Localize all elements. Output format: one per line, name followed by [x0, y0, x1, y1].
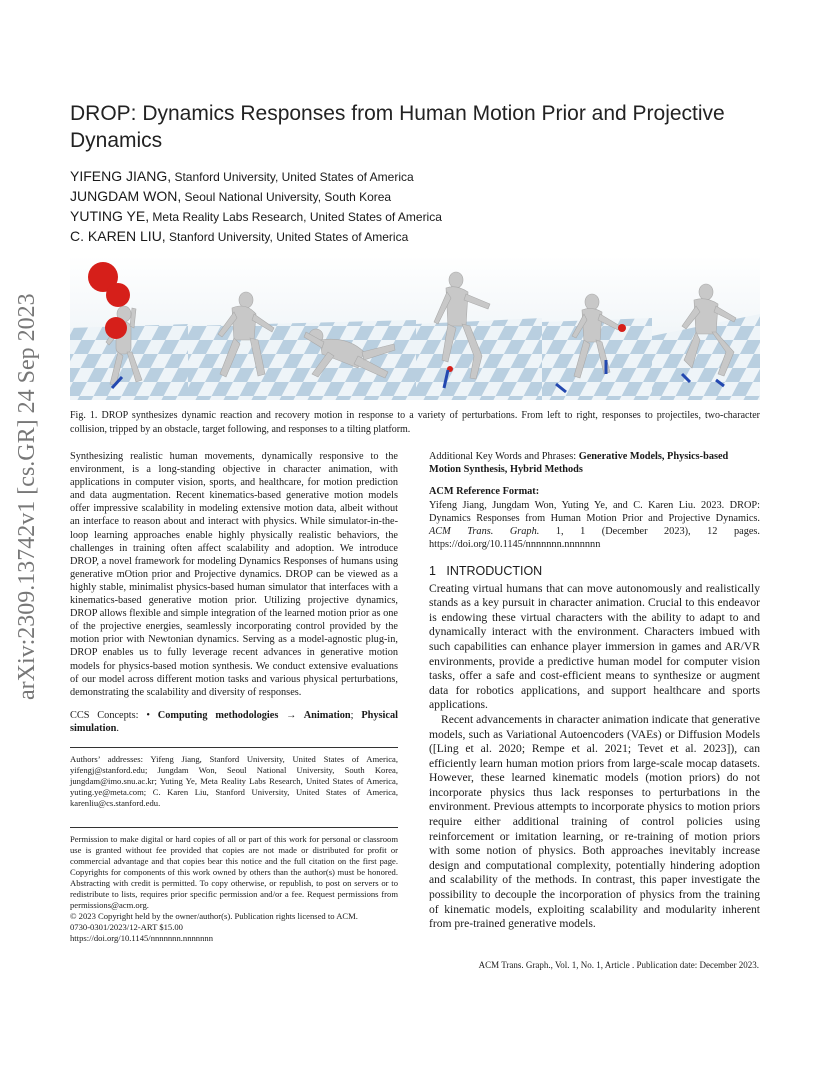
authors-addresses: Authors’ addresses: Yifeng Jiang, Stanford University, United States of America, yifengj@stanford.edu; Jungdam Won, Seoul National University, South Korea, jungdam@imo.snu.ac.kr; Yuting Ye, Meta Reality Labs Research, United States of America, yuting.ye@meta.com; C. Karen Liu, Stanford University, United States of America, karenliu@cs.stanford.edu.	[70, 753, 398, 808]
section-number: 1	[429, 563, 436, 578]
projectile-ball	[105, 317, 127, 339]
author-entry	[70, 167, 760, 187]
author-entry	[70, 187, 760, 207]
author-name: YUTING YE,	[70, 208, 150, 224]
author-list	[70, 167, 760, 247]
left-column	[70, 450, 398, 944]
panel-projectiles	[70, 256, 188, 400]
ccs-item: Physical simulation	[70, 709, 398, 734]
ccs-concepts	[70, 709, 398, 735]
issn-line: 0730-0301/2023/12-ART $15.00	[70, 921, 183, 932]
author-entry	[70, 207, 760, 227]
author-name: C. KAREN LIU,	[70, 228, 166, 244]
arxiv-identifier: arXiv:2309.13742v1 [cs.GR] 24 Sep 2023	[14, 293, 40, 700]
acm-reference	[429, 499, 760, 551]
page-footer: ACM Trans. Graph., Vol. 1, No. 1, Article . Publication date: December 2023.	[478, 960, 759, 970]
acm-reference-tail: 1, 1 (December 2023), 12 pages. https://doi.org/10.1145/nnnnnnn.nnnnnnn	[429, 526, 761, 551]
ccs-end: .	[116, 722, 119, 734]
caption-text: DROP synthesizes dynamic reaction and recovery motion in response to a variety of perturbations. From left to right, responses to projectiles, two-character collision, tripped by an obstacle, target following, and responses to a tilting platform.	[70, 410, 760, 435]
acm-reference-text: Yifeng Jiang, Jungdam Won, Yuting Ye, and C. Karen Liu. 2023. DROP: Dynamics Responses from Human Motion Prior and Projective Dynamics.	[429, 500, 760, 525]
right-column	[429, 450, 760, 932]
paper-title: DROP: Dynamics Responses from Human Motion Prior and Projective Dynamics	[70, 102, 725, 152]
divider	[70, 747, 398, 748]
caption-label: Fig. 1.	[70, 410, 98, 421]
ccs-label: CCS Concepts: •	[70, 709, 158, 721]
target-marker	[618, 324, 626, 332]
panel-tilting-platform	[652, 256, 760, 400]
keywords-label: Additional Key Words and Phrases:	[429, 451, 579, 462]
panel-target-following	[542, 256, 652, 400]
author-affiliation: Stanford University, United States of America	[171, 170, 414, 184]
divider	[70, 827, 398, 828]
abstract: Synthesizing realistic human movements, dynamically responsive to the environment, is a long-standing objective in character animation, with applications in computer vision, sports, and healthcare, for motion prediction and data augmentation. Recent kinematics-based generative motion models offer impressive scalability in modeling extensive motion data, albeit without an interface to reason about and interact with physics. While simulator-in-the-loop learning approaches enable highly physically realistic behaviors, the challenges in training often affect scalability and adoption. We introduce DROP, a novel framework for modeling Dynamics Responses of humans using generative mOtion prior and Projective dynamics. DROP can be viewed as a highly stable, minimalist physics-based human simulator that interfaces with a kinematics-based generative motion prior. Utilizing projective dynamics, DROP allows flexible and simple integration of the learned motion prior as one of the projective energies, seamlessly incorporating control provided by the motion prior with Newtonian dynamics. Serving as a model-agnostic plug-in, DROP enables us to fully leverage recent advances in generative motion models for physics-based motion synthesis. We conduct extensive evaluations of our model across different motion tasks and various physical perturbations, demonstrating the scalability and diversity of responses.	[70, 451, 398, 698]
author-name: YIFENG JIANG,	[70, 168, 172, 184]
ccs-item: Computing methodologies → Animation	[157, 709, 351, 721]
author-affiliation: Stanford University, United States of America	[165, 230, 409, 244]
author-name: JUNGDAM WON,	[70, 188, 182, 204]
section-title: INTRODUCTION	[446, 563, 543, 578]
panel-tripped	[416, 256, 542, 400]
author-affiliation: Seoul National University, South Korea	[181, 190, 392, 204]
figure-caption	[70, 409, 760, 436]
doi-link[interactable]: https://doi.org/10.1145/nnnnnnn.nnnnnnn	[70, 932, 213, 943]
intro-paragraph: Creating virtual humans that can move autonomously and realistically stands as a key pursuit in character animation. Crucial to this endeavor is endowing these virtual characters with the ability to adapt to and dynamically interact with the environment. Characters imbued with such capabilities can enhance player immersion in games and AR/VR environments, provide a predictive human model for computer vision tasks, offer a safe and cost-efficient means to synthesize or augment data for robotics applications, and support healthcare and sports applications.	[429, 581, 760, 712]
teaser-figure	[70, 256, 760, 400]
projectile-ball	[106, 283, 130, 307]
acm-reference-heading: ACM Reference Format:	[429, 486, 540, 498]
panel-collision	[188, 256, 416, 400]
permission-notice: Permission to make digital or hard copies of all or part of this work for personal or classroom use is granted without fee provided that copies are not made or distributed for profit or commercial advantage and that copies bear this notice and the full citation on the first page. Copyrights for components of this work owned by others than the author(s) must be honored. Abstracting with credit is permitted. To copy otherwise, or republish, to post on servers or to redistribute to lists, requires prior specific permission and/or a fee. Request permissions from permissions@acm.org.	[70, 833, 398, 910]
journal-name: ACM Trans. Graph.	[429, 526, 540, 538]
author-affiliation: Meta Reality Labs Research, United States of America	[149, 210, 442, 224]
intro-paragraph: Recent advancements in character animation indicate that generative models, such as Variational Autoencoders (VAEs) or Diffusion Models ([Ling et al. 2020; Rempe et al. 2021; Tevet et al. 2023]), can efficiently learn human motion priors from large-scale mocap datasets. However, these learned kinematic models (motion priors) do not incorporate physics thus lack responses to perturbations in the environment. Previous attempts to incorporate physics to motion priors require either additional training of control policies using reinforcement or imitation learning, or re-training of motion priors with some notion of physics. Both approaches inevitably increase design and computational complexity, potentially hindering adoption and scalability of the methods. In contrast, this paper investigate the possibility to decouple the incorporation of physics from the training of kinematic models, exploiting scalability and modularity inherent from pre-trained generative models.	[429, 712, 760, 931]
ccs-separator: ;	[350, 709, 362, 721]
author-entry	[70, 227, 760, 247]
keywords-value: Generative Models, Physics-based Motion Synthesis, Hybrid Methods	[429, 451, 729, 476]
section-heading	[429, 564, 760, 578]
copyright-line: © 2023 Copyright held by the owner/author(s). Publication rights licensed to ACM.	[70, 910, 358, 921]
keywords	[429, 450, 760, 476]
